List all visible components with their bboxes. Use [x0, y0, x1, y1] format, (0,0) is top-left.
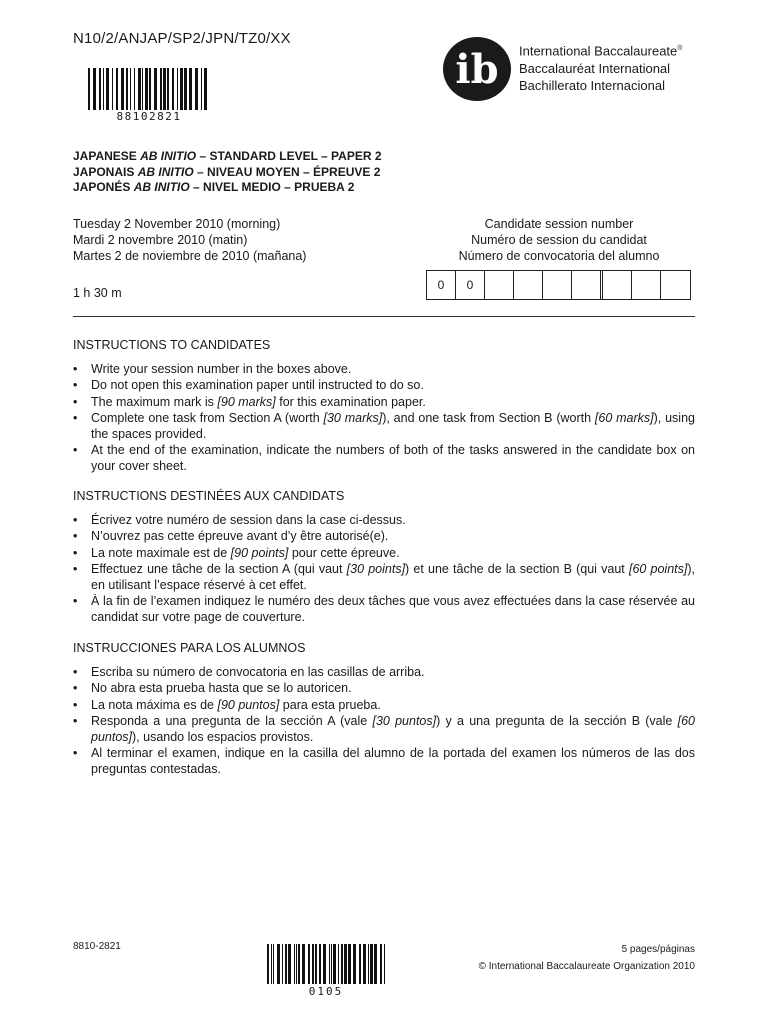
footer-code: 8810-2821	[73, 941, 121, 952]
ib-logo-icon	[442, 36, 512, 102]
org-name-en: International Baccalaureate	[519, 43, 678, 59]
org-name-es: Bachillerato Internacional	[519, 78, 665, 94]
instruction-item: • Complete one task from Section A (worth [30 marks]), and one task from Section B (worth [60 marks]), using the spaces provided.	[73, 410, 695, 442]
instruction-item: • Escriba su número de convocatoria en las casillas de arriba.	[73, 664, 695, 680]
instruction-item: • La note maximale est de [90 points] pour cette épreuve.	[73, 545, 695, 561]
instructions-en	[73, 337, 695, 475]
instruction-item: • À la fin de l’examen indiquez le numéro des deux tâches que vous avez effectuées dans la case réservée au candidat sur votre page de couverture.	[73, 593, 695, 625]
exam-titles	[73, 149, 382, 196]
date-en: Tuesday 2 November 2010 (morning)	[73, 217, 281, 231]
instruction-item: • No abra esta prueba hasta que se lo autoricen.	[73, 680, 695, 696]
instruction-item: • Do not open this examination paper until instructed to do so.	[73, 377, 695, 393]
instructions-heading-es: INSTRUCCIONES PARA LOS ALUMNOS	[73, 641, 306, 655]
instruction-item: • Responda a una pregunta de la sección A (vale [30 puntos]) y a una pregunta de la sección B (vale [60 puntos]), usando los espacios provistos.	[73, 713, 695, 745]
header-divider	[73, 316, 695, 317]
barcode-stripe	[207, 68, 210, 110]
barcode-top-number: 88102821	[116, 110, 182, 123]
paper-code: N10/2/ANJAP/SP2/JPN/TZ0/XX	[73, 30, 291, 47]
instruction-item: • Effectuez une tâche de la section A (qui vaut [30 points]) et une tâche de la section B (qui vaut [60 points]), en utilisant l’espace réservé à cet effet.	[73, 561, 695, 593]
instructions-heading-en: INSTRUCTIONS TO CANDIDATES	[73, 338, 271, 352]
page-count: 5 pages/páginas	[621, 944, 695, 955]
session-digit-box[interactable]: 0	[427, 271, 456, 299]
session-digit-box[interactable]	[485, 271, 514, 299]
instruction-item: • Écrivez votre numéro de session dans la case ci-dessus.	[73, 512, 695, 528]
instruction-item: • Al terminar el examen, indique en la casilla del alumno de la portada del examen los números de las dos preguntas contestadas.	[73, 745, 695, 777]
ib-logo-text: ib	[455, 46, 499, 93]
session-label-fr: Numéro de session du candidat	[471, 233, 647, 247]
session-label-es: Número de convocatoria del alumno	[458, 249, 660, 263]
instruction-item: • N’ouvrez pas cette épreuve avant d’y être autorisé(e).	[73, 528, 695, 544]
session-digit-box[interactable]	[514, 271, 543, 299]
instruction-item: • At the end of the examination, indicate the numbers of both of the tasks answered in the candidate box on your cover sheet.	[73, 442, 695, 474]
title-fr: JAPONAIS AB INITIO – NIVEAU MOYEN – ÉPREUVE 2	[73, 164, 381, 179]
registered-mark: ®	[677, 45, 683, 52]
instructions-heading-fr: INSTRUCTIONS DESTINÉES AUX CANDIDATS	[73, 489, 345, 503]
instructions-fr	[73, 488, 695, 626]
instructions-es	[73, 640, 695, 778]
session-number-labels	[426, 216, 692, 264]
barcode-top	[88, 68, 210, 110]
title-es: JAPONÉS AB INITIO – NIVEL MEDIO – PRUEBA 2	[73, 180, 355, 194]
barcode-bottom-number: 0105	[308, 985, 344, 998]
instruction-item: • Write your session number in the boxes above.	[73, 361, 695, 377]
session-digit-box[interactable]	[603, 271, 632, 299]
session-label-en: Candidate session number	[484, 217, 634, 231]
date-es: Martes 2 de noviembre de 2010 (mañana)	[73, 249, 307, 263]
organization-names	[519, 40, 682, 95]
org-name-fr: Baccalauréat International	[519, 60, 671, 76]
exam-dates	[73, 216, 306, 264]
barcode-stripe	[384, 944, 385, 984]
session-digit-box[interactable]	[661, 271, 690, 299]
session-digit-box[interactable]	[632, 271, 661, 299]
session-digit-box[interactable]: 0	[456, 271, 485, 299]
session-digit-box[interactable]	[572, 271, 601, 299]
title-en: JAPANESE AB INITIO – STANDARD LEVEL – PAPER 2	[73, 149, 382, 163]
instruction-item: • La nota máxima es de [90 puntos] para esta prueba.	[73, 697, 695, 713]
barcode-bottom	[267, 944, 385, 984]
exam-duration: 1 h 30 m	[73, 286, 122, 300]
date-fr: Mardi 2 novembre 2010 (matin)	[73, 233, 248, 247]
session-digit-box[interactable]	[543, 271, 572, 299]
footer-right	[420, 941, 695, 975]
copyright: © International Baccalaureate Organization 2010	[478, 961, 695, 972]
instruction-item: • The maximum mark is [90 marks] for this examination paper.	[73, 394, 695, 410]
session-number-boxes[interactable]	[426, 270, 691, 300]
